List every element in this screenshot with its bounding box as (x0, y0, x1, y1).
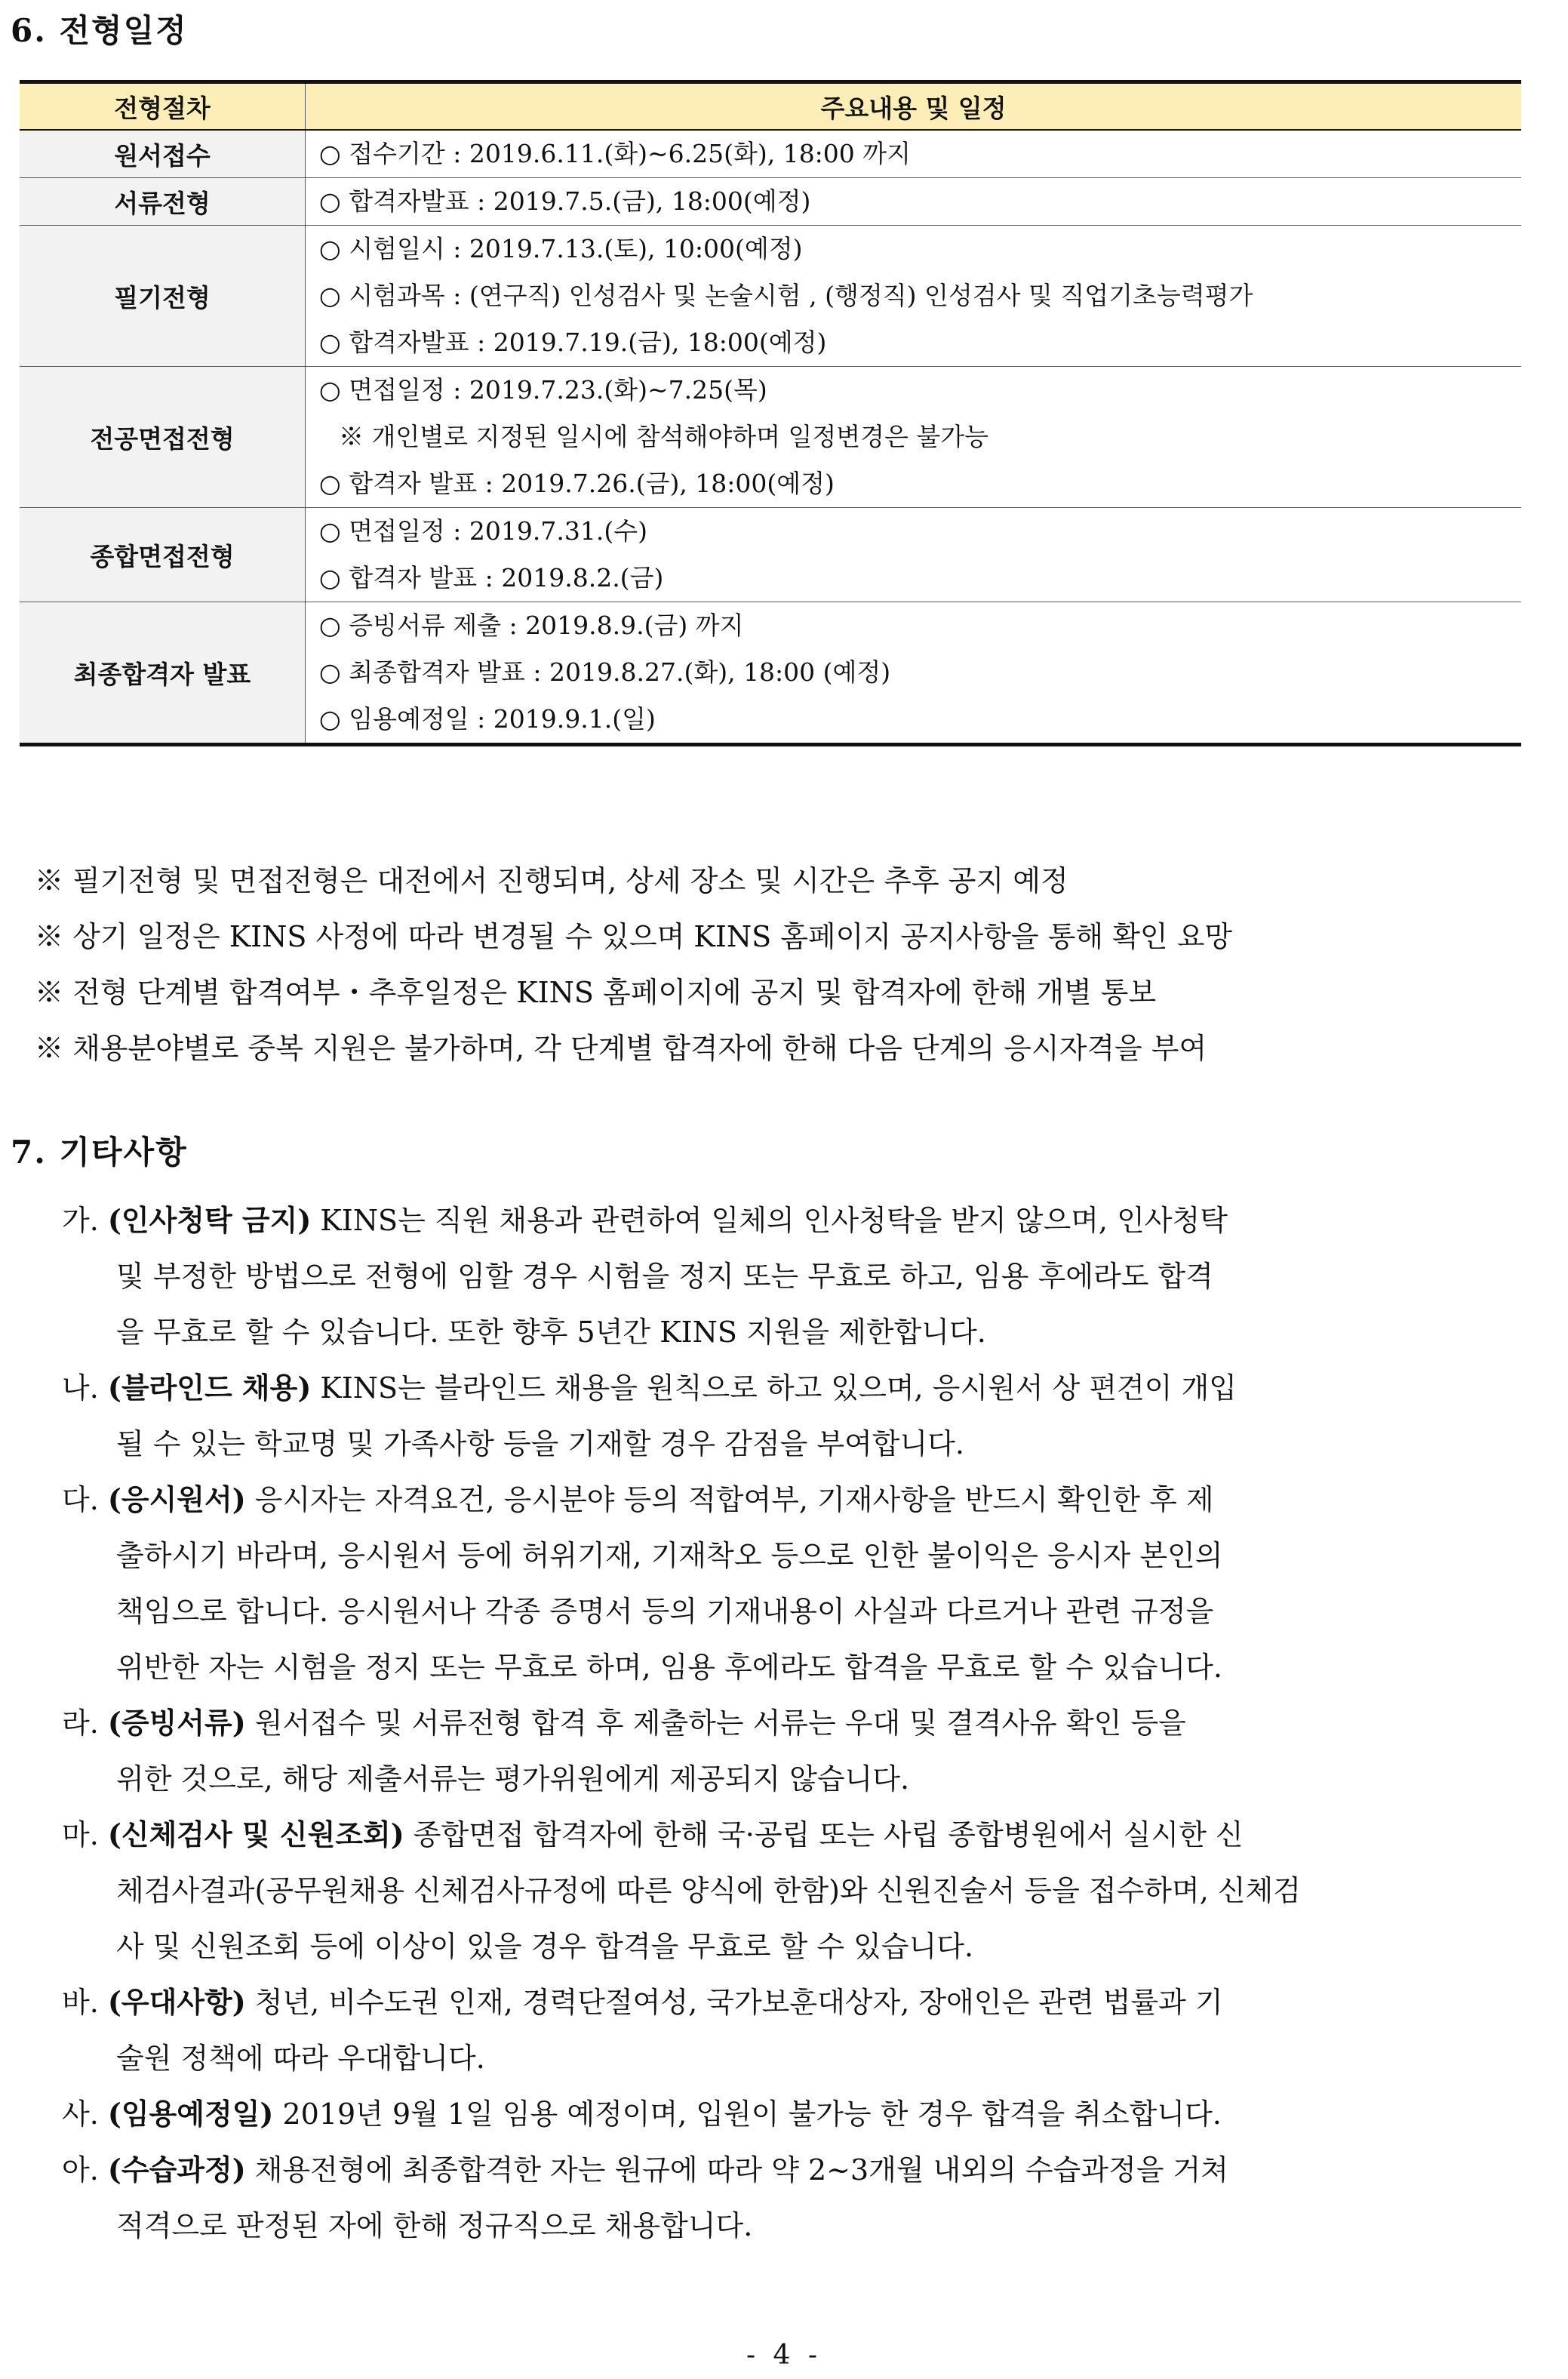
row-line: ○ 합격자 발표 : 2019.7.26.(금), 18:00(예정) (319, 469, 835, 498)
item-continuation: 사 및 신원조회 등에 이상이 있을 경우 합격을 무효로 할 수 있습니다. (116, 1930, 974, 1963)
schedule-notes (35, 853, 1232, 1076)
item-heading: (신체검사 및 신원조회) (107, 1817, 404, 1851)
row-content (306, 130, 1522, 178)
row-line: ○ 면접일정 : 2019.7.23.(화)~7.25(목) (319, 375, 767, 405)
row-step: 원서접수 (20, 130, 306, 178)
section-7-title: 7. 기타사항 (11, 1134, 188, 1171)
note-item: ※ 채용분야별로 중복 지원은 불가하며, 각 단계별 합격자에 한해 다음 단계의 응시자격을 부여 (35, 1032, 1207, 1065)
item-text: 채용전형에 최종합격한 자는 원규에 따라 약 2~3개월 내외의 수습과정을 거쳐 (245, 2153, 1228, 2187)
row-line: ○ 합격자발표 : 2019.7.19.(금), 18:00(예정) (319, 328, 827, 357)
item-continuation: 적격으로 판정된 자에 한해 정규직으로 채용합니다. (116, 2209, 753, 2242)
item-label: 사. (62, 2097, 99, 2131)
list-item (62, 1360, 1301, 1416)
row-step: 서류전형 (20, 178, 306, 226)
item-continuation: 체검사결과(공무원채용 신체검사규정에 따른 양식에 한함)와 신원진술서 등을 접수하며, 신체검 (116, 1874, 1301, 1907)
item-heading: (응시원서) (107, 1482, 246, 1516)
note-item: ※ 전형 단계별 합격여부・추후일정은 KINS 홈페이지에 공지 및 합격자에 한해 개별 통보 (35, 976, 1157, 1009)
list-item (62, 1695, 1301, 1751)
row-content (306, 178, 1522, 226)
row-step: 최종합격자 발표 (20, 602, 306, 745)
item-heading: (블라인드 채용) (107, 1371, 312, 1405)
item-text: KINS는 블라인드 채용을 원칙으로 하고 있으며, 응시원서 상 편견이 개입 (311, 1371, 1237, 1405)
row-step: 전공면접전형 (20, 367, 306, 508)
row-line: ○ 합격자발표 : 2019.7.5.(금), 18:00(예정) (319, 186, 811, 216)
item-label: 다. (62, 1483, 99, 1516)
note-item: ※ 상기 일정은 KINS 사정에 따라 변경될 수 있으며 KINS 홈페이지 공지사항을 통해 확인 요망 (35, 920, 1233, 953)
row-line: ○ 최종합격자 발표 : 2019.8.27.(화), 18:00 (예정) (319, 657, 891, 687)
note-item: ※ 필기전형 및 면접전형은 대전에서 진행되며, 상세 장소 및 시간은 추후 공지 예정 (35, 864, 1068, 897)
item-continuation: 을 무효로 할 수 있습니다. 또한 향후 5년간 KINS 지원을 제한합니다. (116, 1316, 986, 1349)
list-item (62, 1472, 1301, 1528)
etc-list (62, 1193, 1301, 2254)
row-step: 필기전형 (20, 226, 306, 367)
row-step: 종합면접전형 (20, 508, 306, 602)
item-continuation: 출하시기 바라며, 응시원서 등에 허위기재, 기재착오 등으로 인한 불이익은 응시자 본인의 (116, 1539, 1223, 1572)
item-continuation: 위반한 자는 시험을 정지 또는 무효로 하며, 임용 후에라도 합격을 무효로 할 수 있습니다. (116, 1651, 1222, 1684)
item-label: 라. (62, 1707, 99, 1740)
row-line: ○ 면접일정 : 2019.7.31.(수) (319, 516, 647, 546)
item-text: KINS는 직원 채용과 관련하여 일체의 인사청탁을 받지 않으며, 인사청탁 (311, 1204, 1228, 1237)
list-item (62, 1974, 1301, 2030)
schedule-table (20, 80, 1521, 746)
list-item (62, 2142, 1301, 2198)
item-label: 바. (62, 1986, 99, 2019)
item-continuation: 될 수 있는 학교명 및 가족사항 등을 기재할 경우 감점을 부여합니다. (116, 1427, 964, 1460)
item-text: 응시자는 자격요건, 응시분야 등의 적합여부, 기재사항을 반드시 확인한 후 제 (245, 1483, 1214, 1516)
item-heading: (인사청탁 금지) (107, 1203, 312, 1237)
item-text: 2019년 9월 1일 임용 예정이며, 입원이 불가능 한 경우 합격을 취소합니다. (273, 2097, 1222, 2131)
item-text: 원서접수 및 서류전형 합격 후 제출하는 서류는 우대 및 결격사유 확인 등을 (245, 1707, 1186, 1740)
table-row (20, 130, 1521, 178)
row-note-line: ※ 개인별로 지정된 일시에 참석해야하며 일정변경은 불가능 (339, 422, 989, 451)
table-row (20, 508, 1521, 602)
table-header-row (20, 82, 1521, 131)
row-content (306, 367, 1522, 508)
item-continuation: 및 부정한 방법으로 전형에 임할 경우 시험을 정지 또는 무효로 하고, 임용 후에라도 합격 (116, 1260, 1213, 1293)
row-line: ○ 합격자 발표 : 2019.8.2.(금) (319, 563, 664, 592)
item-text: 청년, 비수도권 인재, 경력단절여성, 국가보훈대상자, 장애인은 관련 법률과 기 (245, 1986, 1223, 2019)
row-content (306, 508, 1522, 602)
item-label: 가. (62, 1204, 99, 1237)
list-item (62, 1193, 1301, 1248)
row-line: ○ 시험일시 : 2019.7.13.(토), 10:00(예정) (319, 234, 803, 263)
item-heading: (수습과정) (107, 2153, 246, 2187)
item-label: 마. (62, 1818, 99, 1851)
item-label: 아. (62, 2153, 99, 2187)
table-row (20, 226, 1521, 367)
row-line: ○ 증빙서류 제출 : 2019.8.9.(금) 까지 (319, 611, 744, 640)
item-heading: (우대사항) (107, 1985, 246, 2019)
table-row (20, 367, 1521, 508)
item-label: 나. (62, 1371, 99, 1405)
list-item (62, 2086, 1301, 2142)
row-content (306, 602, 1522, 745)
item-continuation: 술원 정책에 따라 우대합니다. (116, 2042, 485, 2075)
section-6-title: 6. 전형일정 (11, 12, 188, 49)
page-number: - 4 - (746, 2340, 822, 2371)
list-item (62, 1807, 1301, 1863)
item-heading: (증빙서류) (107, 1706, 246, 1740)
table-row (20, 602, 1521, 745)
item-continuation: 책임으로 합니다. 응시원서나 각종 증명서 등의 기재내용이 사실과 다르거나 관련 규정을 (116, 1595, 1214, 1628)
item-heading: (임용예정일) (107, 2097, 274, 2131)
item-continuation: 위한 것으로, 해당 제출서류는 평가위원에게 제공되지 않습니다. (116, 1762, 910, 1796)
row-content (306, 226, 1522, 367)
row-line: ○ 접수기간 : 2019.6.11.(화)~6.25(화), 18:00 까지 (319, 139, 912, 168)
table-row (20, 178, 1521, 226)
row-line: ○ 임용예정일 : 2019.9.1.(일) (319, 704, 656, 734)
header-step: 전형절차 (20, 82, 306, 131)
row-line: ○ 시험과목 : (연구직) 인성검사 및 논술시험 , (행정직) 인성검사 및 직업기초능력평가 (319, 281, 1253, 310)
item-text: 종합면접 합격자에 한해 국·공립 또는 사립 종합병원에서 실시한 신 (404, 1818, 1244, 1851)
header-content: 주요내용 및 일정 (306, 82, 1522, 131)
